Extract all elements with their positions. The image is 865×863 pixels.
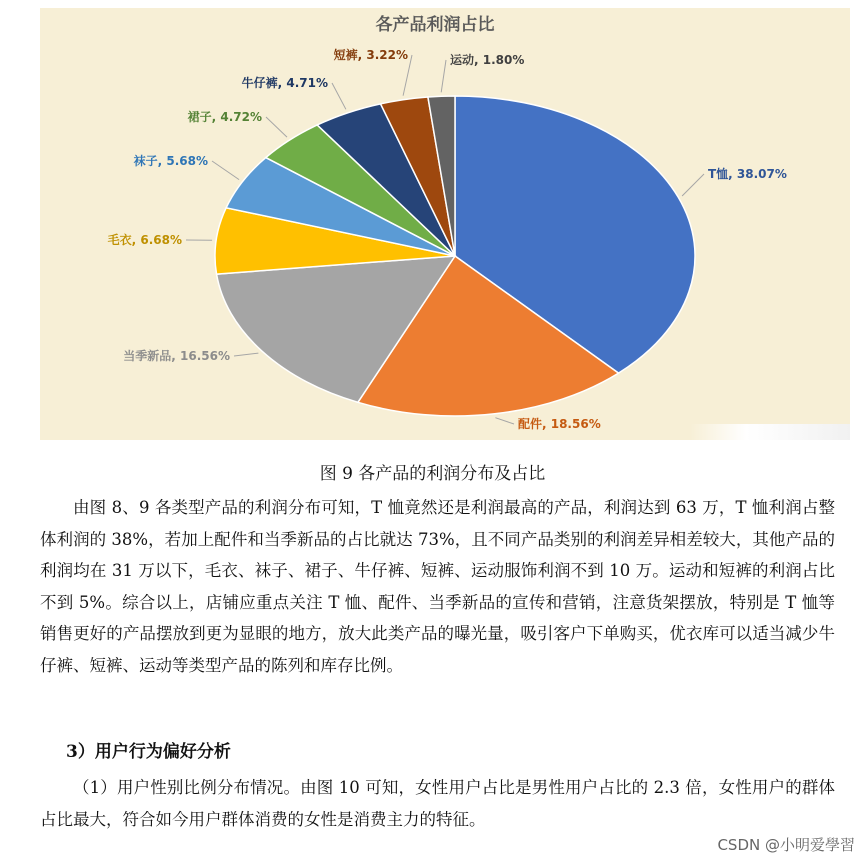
watermark: CSDN @小明爱學習 [717,836,855,854]
chart-title: 各产品利润占比 [375,15,495,35]
paragraph: 由图 8、9 各类型产品的利润分布可知，T 恤竟然还是利润最高的产品，利润达到 63 万，T 恤利润占整体利润的 38%，若加上配件和当季新品的占比就达 73%，且不同产品类别的利润差异相差较大，其他产品的利润均在 31 万以下，毛衣、袜子、裙子、牛仔裤、短裤、运动服饰利润不到 10 万。运动和短裤的利润占比不到 5%。综合以上，店铺应重点关注 T 恤、配件、当季新品的宣传和营销，注意货架摆放，特别是 T 恤等销售更好的产品摆放到更为显眼的地方，放大此类产品的曝光量，吸引客户下单购买，优衣库可以适当减少牛仔裤、短裤、运动等类型产品的陈列和库存比例。 [40,498,835,675]
data-label: 运动, 1.80% [450,53,525,67]
scan-fade [690,424,850,440]
leader-line [441,60,446,92]
data-label: 裙子, 4.72% [187,110,262,124]
data-label: 当季新品, 16.56% [123,349,230,363]
data-label: T恤, 38.07% [708,167,787,181]
section-heading: 3）用户行为偏好分析 [66,742,231,762]
data-label: 牛仔裤, 4.71% [241,76,328,90]
leader-line [234,353,258,356]
leader-line [266,117,287,137]
data-label: 袜子, 5.68% [133,154,208,168]
leader-line [332,83,346,109]
data-label: 配件, 18.56% [518,417,601,431]
chart-panel [40,8,850,440]
paragraph: （1）用户性别比例分布情况。由图 10 可知，女性用户占比是男性用户占比的 2.3 倍，女性用户的群体占比最大，符合如今用户群体消费的女性是消费主力的特征。 [40,778,835,829]
body-text [40,492,835,681]
leader-line [495,418,514,424]
leader-line [682,174,704,196]
leader-line [212,161,239,180]
pie-chart [40,8,850,440]
figure-caption: 图 9 各产品的利润分布及占比 [319,464,546,484]
data-label: 短裤, 3.22% [333,48,408,62]
data-label: 毛衣, 6.68% [107,233,182,247]
